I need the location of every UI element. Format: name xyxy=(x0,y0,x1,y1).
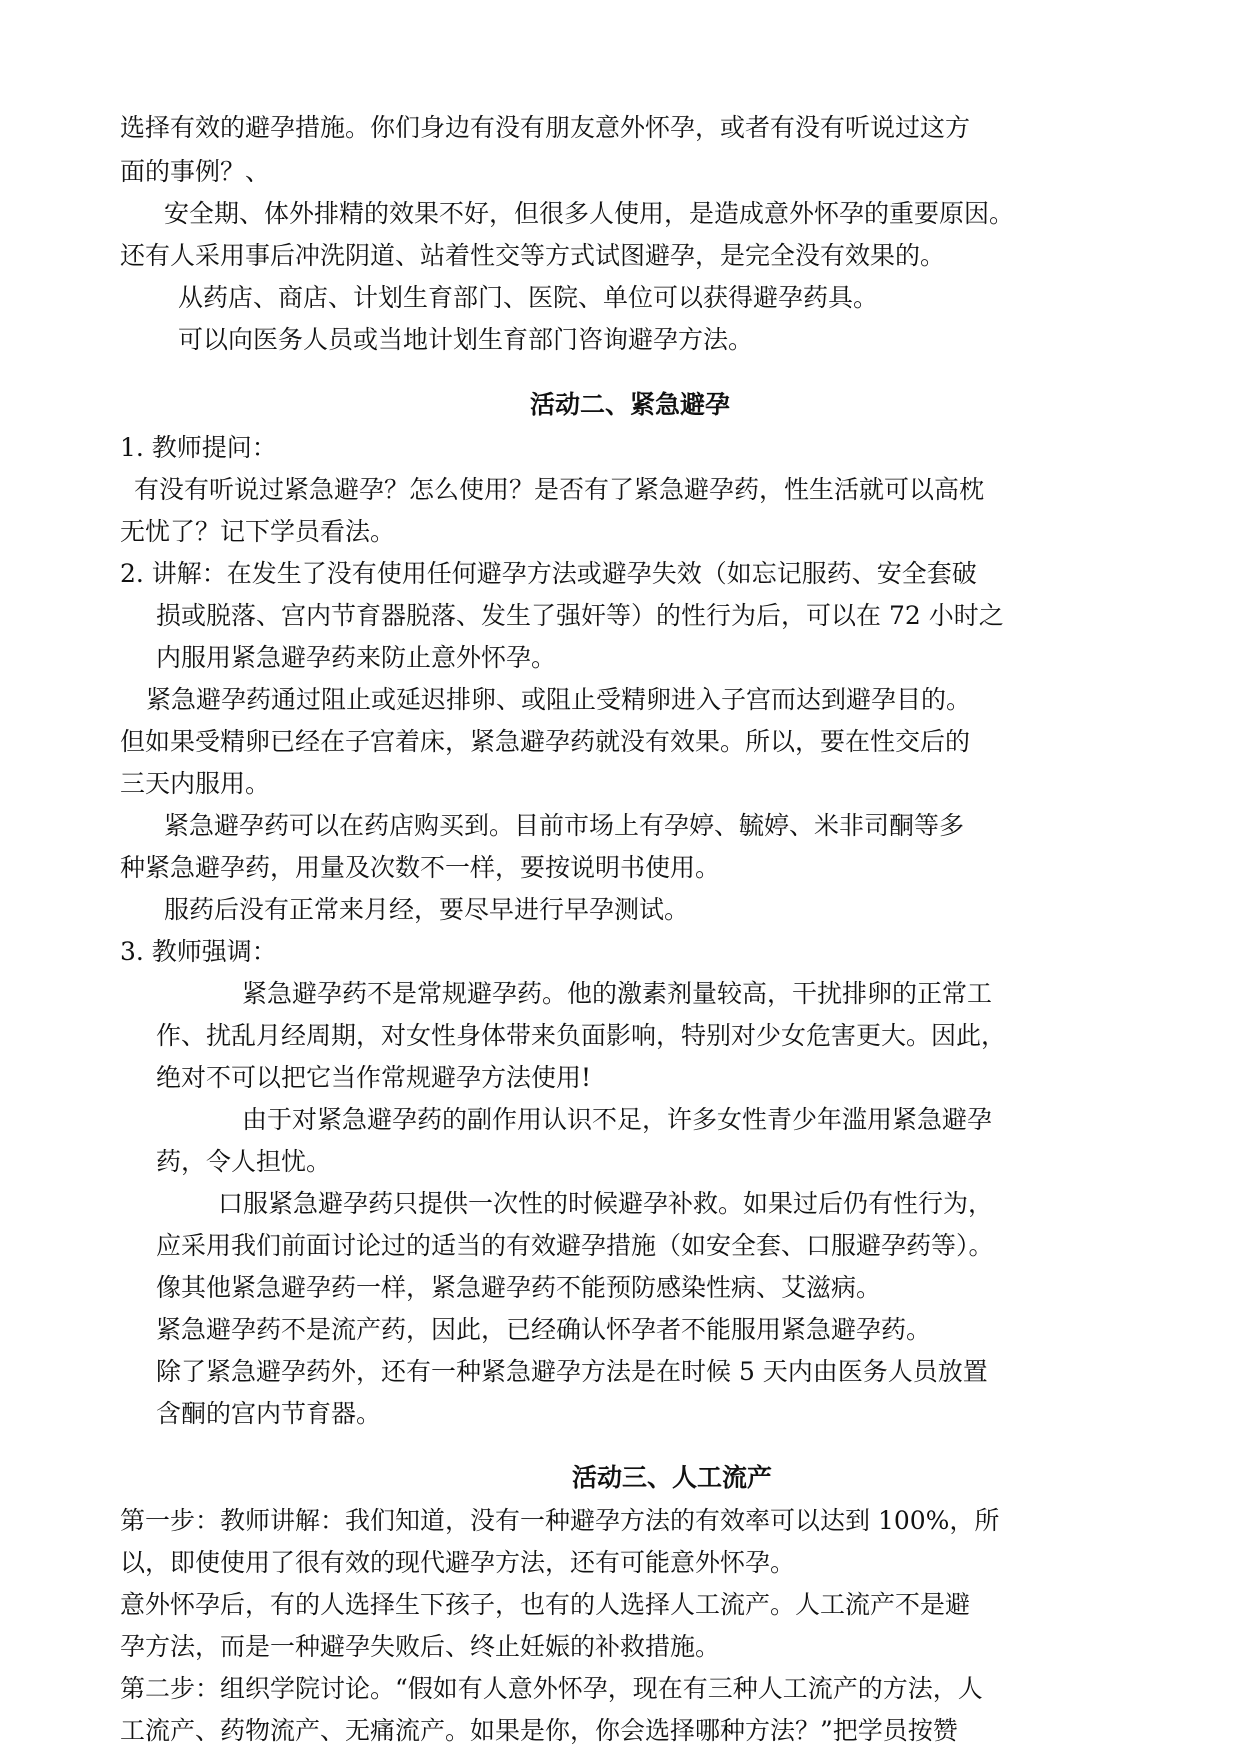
paragraph-line: 药，令人担忧。 xyxy=(156,1147,332,1176)
list-item-number: 2. 讲解：在发生了没有使用任何避孕方法或避孕失效（如忘记服药、安全套破 xyxy=(120,559,977,588)
paragraph-line: 安全期、体外排精的效果不好，但很多人使用，是造成意外怀孕的重要原因。 xyxy=(164,199,1015,228)
paragraph-line: 紧急避孕药不是流产药，因此，已经确认怀孕者不能服用紧急避孕药。 xyxy=(156,1315,932,1344)
list-item-number: 1. 教师提问： xyxy=(120,433,277,462)
paragraph-line: 紧急避孕药不是常规避孕药。他的激素剂量较高，干扰排卵的正常工 xyxy=(242,979,993,1008)
paragraph-line: 但如果受精卵已经在子宫着床，紧急避孕药就没有效果。所以，要在性交后的 xyxy=(120,727,971,756)
paragraph-line: 意外怀孕后，有的人选择生下孩子，也有的人选择人工流产。人工流产不是避 xyxy=(120,1590,971,1619)
paragraph-line: 除了紧急避孕药外，还有一种紧急避孕方法是在时候 5 天内由医务人员放置 xyxy=(156,1357,988,1386)
paragraph-line: 损或脱落、宫内节育器脱落、发生了强奸等）的性行为后，可以在 72 小时之 xyxy=(156,601,1004,630)
paragraph-line: 从药店、商店、计划生育部门、医院、单位可以获得避孕药具。 xyxy=(178,283,879,312)
paragraph-line: 含酮的宫内节育器。 xyxy=(156,1399,382,1428)
paragraph-line: 无忧了？记下学员看法。 xyxy=(120,517,396,546)
paragraph-line: 第一步：教师讲解：我们知道，没有一种避孕方法的有效率可以达到 100%，所 xyxy=(120,1506,1000,1535)
paragraph-line: 紧急避孕药可以在药店购买到。目前市场上有孕婷、毓婷、米非司酮等多 xyxy=(164,811,965,840)
paragraph-line: 还有人采用事后冲洗阴道、站着性交等方式试图避孕，是完全没有效果的。 xyxy=(120,241,946,270)
paragraph-line: 选择有效的避孕措施。你们身边有没有朋友意外怀孕，或者有没有听说过这方 xyxy=(120,113,971,142)
paragraph-line: 可以向医务人员或当地计划生育部门咨询避孕方法。 xyxy=(178,325,754,354)
paragraph-line: 绝对不可以把它当作常规避孕方法使用! xyxy=(156,1063,592,1092)
paragraph-line: 作、扰乱月经周期，对女性身体带来负面影响，特别对少女危害更大。因此， xyxy=(156,1021,1007,1050)
section-heading: 活动三、人工流产 xyxy=(572,1463,773,1492)
paragraph-line: 内服用紧急避孕药来防止意外怀孕。 xyxy=(156,643,557,672)
paragraph-line: 种紧急避孕药，用量及次数不一样，要按说明书使用。 xyxy=(120,853,721,882)
paragraph-line: 面的事例？、 xyxy=(120,157,271,186)
paragraph-line: 由于对紧急避孕药的副作用认识不足，许多女性青少年滥用紧急避孕 xyxy=(242,1105,993,1134)
paragraph-line: 紧急避孕药通过阻止或延迟排卵、或阻止受精卵进入子宫而达到避孕目的。 xyxy=(146,685,972,714)
list-item-number: 3. 教师强调： xyxy=(120,937,277,966)
paragraph-line: 像其他紧急避孕药一样，紧急避孕药不能预防感染性病、艾滋病。 xyxy=(156,1273,882,1302)
paragraph-line: 以，即使使用了很有效的现代避孕方法，还有可能意外怀孕。 xyxy=(120,1548,796,1577)
paragraph-line: 第二步：组织学院讨论。“假如有人意外怀孕，现在有三种人工流产的方法，人 xyxy=(120,1674,983,1703)
paragraph-line: 有没有听说过紧急避孕？怎么使用？是否有了紧急避孕药，性生活就可以高枕 xyxy=(134,475,985,504)
paragraph-line: 三天内服用。 xyxy=(120,769,271,798)
paragraph-line: 口服紧急避孕药只提供一次性的时候避孕补救。如果过后仍有性行为， xyxy=(218,1189,994,1218)
paragraph-line: 孕方法，而是一种避孕失败后、终止妊娠的补救措施。 xyxy=(120,1632,721,1661)
section-heading: 活动二、紧急避孕 xyxy=(530,390,731,419)
paragraph-line: 应采用我们前面讨论过的适当的有效避孕措施（如安全套、口服避孕药等）。 xyxy=(156,1231,994,1260)
paragraph-line: 服药后没有正常来月经，要尽早进行早孕测试。 xyxy=(164,895,690,924)
paragraph-line: 工流产、药物流产、无痛流产。如果是你，你会选择哪种方法？”把学员按赞 xyxy=(120,1716,958,1745)
